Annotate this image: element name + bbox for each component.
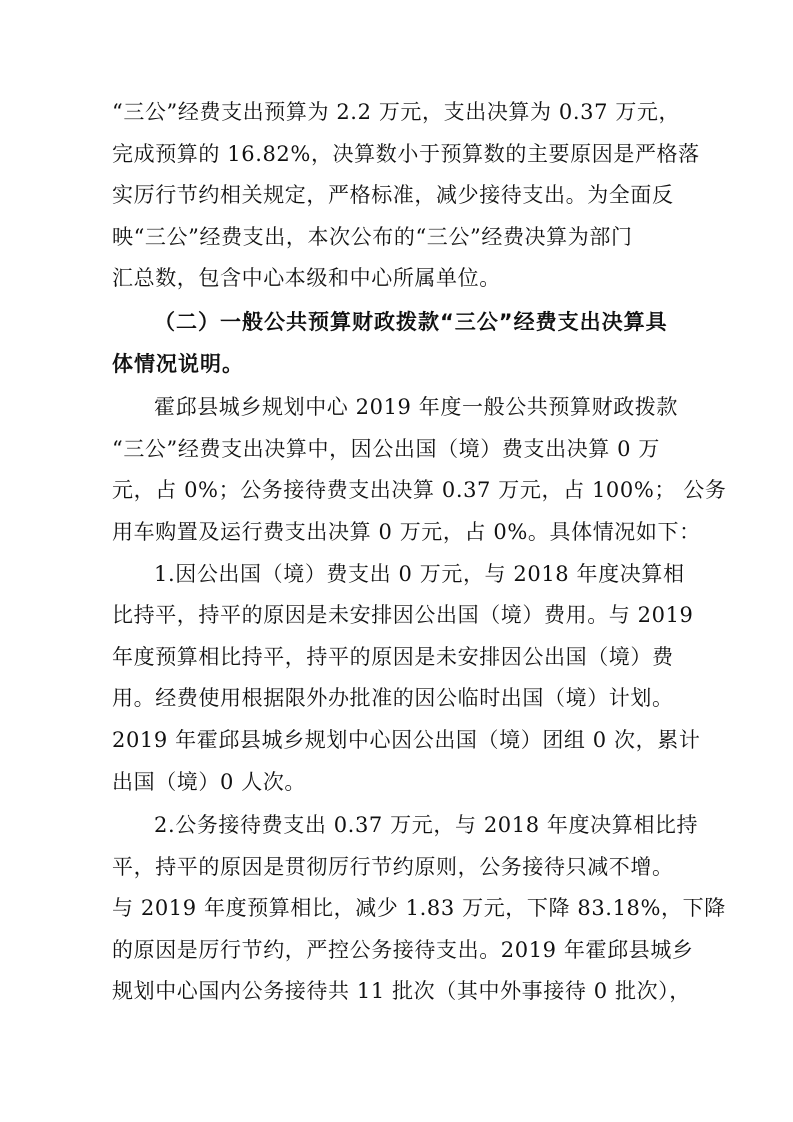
text-line: 规划中心国内公务接待共 11 批次（其中外事接待 0 批次）， bbox=[112, 979, 691, 1004]
text-line: 年度预算相比持平，持平的原因是未安排因公出国（境）费 bbox=[112, 644, 674, 669]
text-line: 2019 年霍邱县城乡规划中心因公出国（境）团组 0 次，累计 bbox=[112, 727, 701, 752]
text-line: 霍邱县城乡规划中心 2019 年度一般公共预算财政拨款 bbox=[154, 395, 678, 420]
text-line: 出国（境）0 人次。 bbox=[112, 769, 307, 794]
paragraph-overseas-travel bbox=[112, 554, 701, 804]
section-heading bbox=[112, 302, 682, 385]
text-line: 平，持平的原因是贯彻厉行节约原则，公务接待只减不增。 bbox=[112, 854, 674, 879]
paragraph-summary bbox=[112, 387, 727, 553]
heading-line: （二）一般公共预算财政拨款“三公”经费支出决算具 bbox=[154, 309, 668, 334]
text-line: 的原因是厉行节约，严控公务接待支出。2019 年霍邱县城乡 bbox=[112, 937, 694, 962]
text-line: 映“三公”经费支出，本次公布的“三公”经费决算为部门 bbox=[112, 224, 633, 249]
paragraph-official-reception bbox=[112, 805, 726, 1013]
text-line: 2.公务接待费支出 0.37 万元，与 2018 年度决算相比持 bbox=[154, 813, 699, 838]
heading-line: 体情况说明。 bbox=[112, 351, 244, 376]
paragraph-three-public-budget bbox=[112, 92, 700, 300]
text-line: 汇总数，包含中心本级和中心所属单位。 bbox=[112, 266, 501, 291]
text-line: “三公”经费支出决算中，因公出国（境）费支出决算 0 万 bbox=[112, 436, 660, 461]
text-line: 与 2019 年度预算相比，减少 1.83 万元，下降 83.18%，下降 bbox=[112, 896, 726, 921]
text-line: “三公”经费支出预算为 2.2 万元，支出决算为 0.37 万元， bbox=[112, 100, 681, 124]
text-line: 用车购置及运行费支出决算 0 万元，占 0%。具体情况如下： bbox=[112, 519, 701, 544]
text-line: 用。经费使用根据限外办批准的因公临时出国（境）计划。 bbox=[112, 686, 674, 711]
text-line: 元，占 0%；公务接待费支出决算 0.37 万元，占 100%； 公务 bbox=[112, 478, 727, 503]
document-page bbox=[112, 92, 727, 1013]
text-line: 完成预算的 16.82%，决算数小于预算数的主要原因是严格落 bbox=[112, 141, 700, 166]
text-line: 实厉行节约相关规定，严格标准，减少接待支出。为全面反 bbox=[112, 183, 674, 208]
text-line: 1.因公出国（境）费支出 0 万元，与 2018 年度决算相 bbox=[154, 561, 685, 586]
text-line: 比持平，持平的原因是未安排因公出国（境）费用。与 2019 bbox=[112, 603, 694, 628]
